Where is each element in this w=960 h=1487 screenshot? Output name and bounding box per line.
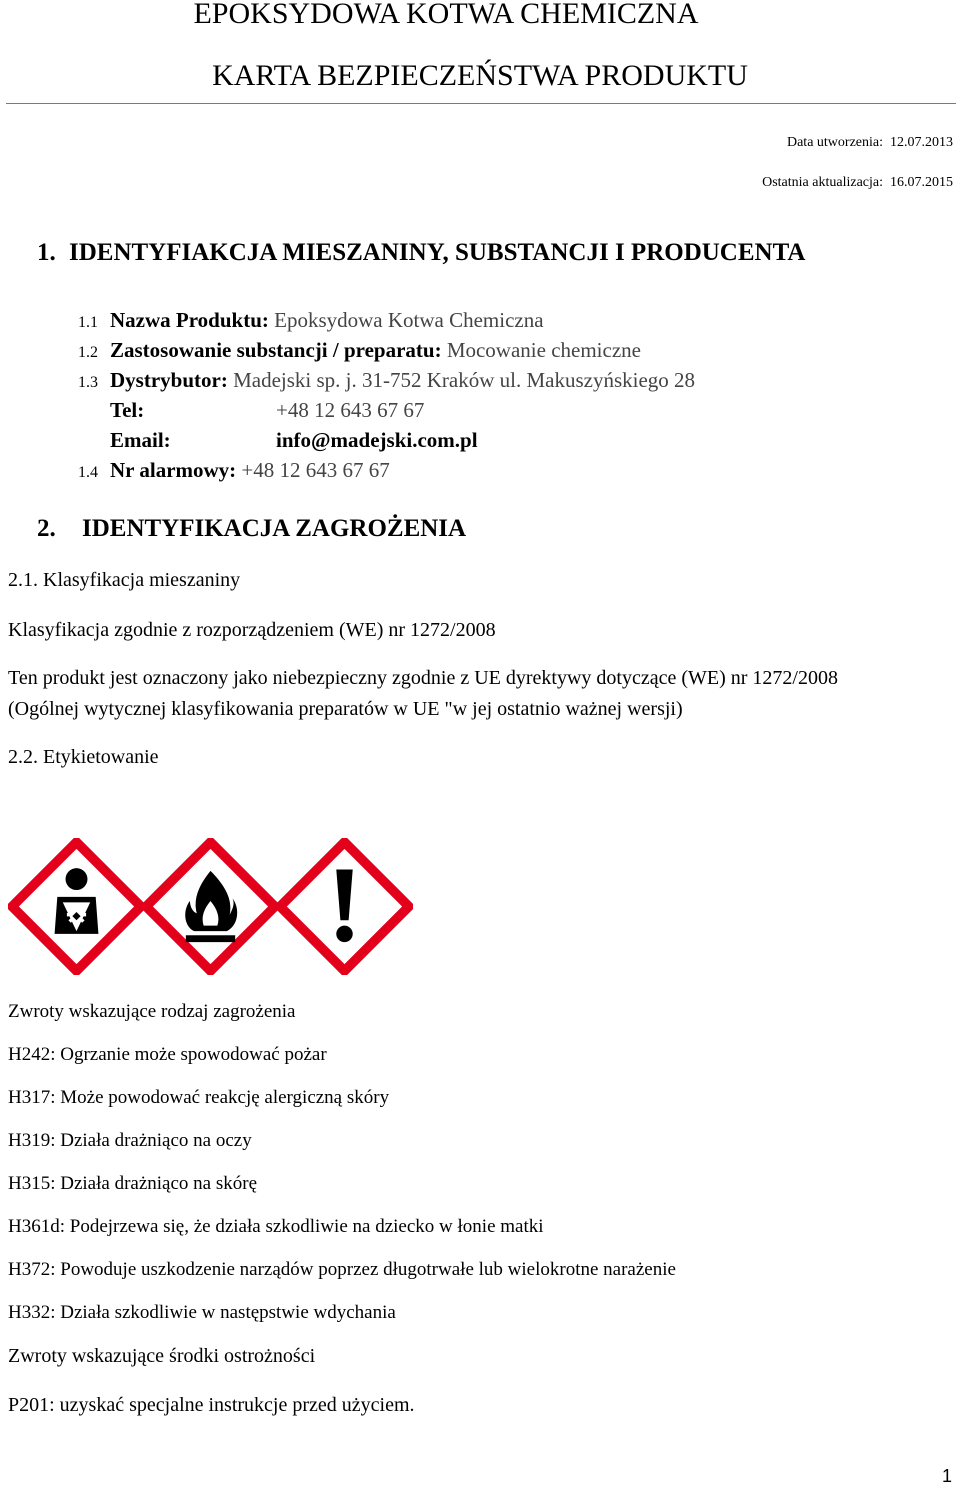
updated-label: Ostatnia aktualizacja: bbox=[762, 175, 883, 190]
exclamation-pictogram bbox=[276, 838, 413, 975]
created-label: Data utworzenia: bbox=[786, 135, 883, 150]
hazard-statements-heading: Zwroty wskazujące rodzaj zagrożenia bbox=[8, 1001, 296, 1022]
item-label: Zastosowanie substancji / preparatu: bbox=[110, 338, 442, 362]
section-2-title: IDENTYFIKACJA ZAGROŻENIA bbox=[82, 515, 467, 542]
tel-label: Tel: bbox=[110, 398, 145, 422]
item-usage bbox=[78, 337, 641, 366]
item-alarm-number bbox=[78, 457, 390, 486]
email-label: Email: bbox=[110, 428, 171, 452]
precaution-statements-heading: Zwroty wskazujące środki ostrożności bbox=[8, 1345, 316, 1367]
subsection-2-1-title: 2.1. Klasyfikacja mieszaniny bbox=[8, 569, 241, 591]
precaution-statement: P201: uzyskać specjalne instrukcje przed użyciem. bbox=[8, 1394, 415, 1416]
section-1-title: IDENTYFIAKCJA MIESZANINY, SUBSTANCJI I PRODUCENTA bbox=[69, 239, 806, 266]
paragraph-line-1: Ten produkt jest oznaczony jako niebezpieczny zgodnie z UE dyrektywy dotyczące (WE) nr 1272/2008 bbox=[8, 667, 838, 689]
section-1-heading bbox=[37, 238, 805, 268]
updated-date bbox=[762, 174, 953, 192]
hazard-statement: H317: Może powodować reakcję alergiczną skóry bbox=[8, 1087, 390, 1108]
item-value: Epoksydowa Kotwa Chemiczna bbox=[274, 308, 544, 332]
document-title: EPOKSYDOWA KOTWA CHEMICZNA bbox=[193, 0, 699, 30]
updated-value: 16.07.2015 bbox=[890, 175, 953, 190]
contact-email bbox=[110, 427, 478, 453]
item-number: 1.3 bbox=[78, 374, 98, 391]
hazard-statement: H361d: Podejrzewa się, że działa szkodliwie na dziecko w łonie matki bbox=[8, 1216, 544, 1237]
created-date bbox=[787, 134, 953, 152]
item-number: 1.2 bbox=[78, 344, 98, 361]
item-product-name bbox=[78, 307, 544, 336]
item-value: Madejski sp. j. 31-752 Kraków ul. Makuszyńskiego 28 bbox=[233, 368, 696, 392]
title-divider bbox=[6, 103, 956, 104]
contact-tel bbox=[110, 397, 424, 423]
tel-value: +48 12 643 67 67 bbox=[276, 398, 425, 422]
flame-pictogram bbox=[142, 838, 279, 975]
item-value: Mocowanie chemiczne bbox=[446, 338, 641, 362]
hazard-statement: H242: Ogrzanie może spowodować pożar bbox=[8, 1044, 327, 1065]
classification-text: Klasyfikacja zgodnie z rozporządzeniem (WE) nr 1272/2008 bbox=[8, 619, 496, 641]
document-subtitle: KARTA BEZPIECZEŃSTWA PRODUKTU bbox=[212, 59, 748, 92]
item-label: Dystrybutor: bbox=[110, 368, 228, 392]
item-number: 1.1 bbox=[78, 314, 98, 331]
section-2-heading bbox=[37, 514, 466, 544]
page-number: 1 bbox=[941, 1466, 952, 1486]
paragraph-line-2: (Ogólnej wytycznej klasyfikowania preparatów w UE "w jej ostatnio ważnej wersji) bbox=[8, 698, 683, 720]
item-distributor bbox=[78, 367, 695, 396]
item-value: +48 12 643 67 67 bbox=[241, 458, 390, 482]
subsection-2-2-title: 2.2. Etykietowanie bbox=[8, 746, 159, 768]
item-label: Nr alarmowy: bbox=[110, 458, 237, 482]
item-number: 1.4 bbox=[78, 464, 98, 481]
email-value: info@madejski.com.pl bbox=[276, 428, 478, 452]
created-value: 12.07.2013 bbox=[890, 135, 953, 150]
hazard-statement: H319: Działa drażniąco na oczy bbox=[8, 1130, 252, 1151]
ghs-pictograms bbox=[8, 838, 413, 975]
hazard-statement: H372: Powoduje uszkodzenie narządów poprzez długotrwałe lub wielokrotne narażenie bbox=[8, 1259, 676, 1280]
health-hazard-pictogram bbox=[8, 838, 145, 975]
hazard-statement: H315: Działa drażniąco na skórę bbox=[8, 1173, 258, 1194]
section-2-number: 2. bbox=[37, 515, 56, 542]
hazard-statement: H332: Działa szkodliwie w następstwie wdychania bbox=[8, 1302, 396, 1323]
section-1-number: 1. bbox=[37, 239, 56, 266]
item-label: Nazwa Produktu: bbox=[110, 308, 269, 332]
